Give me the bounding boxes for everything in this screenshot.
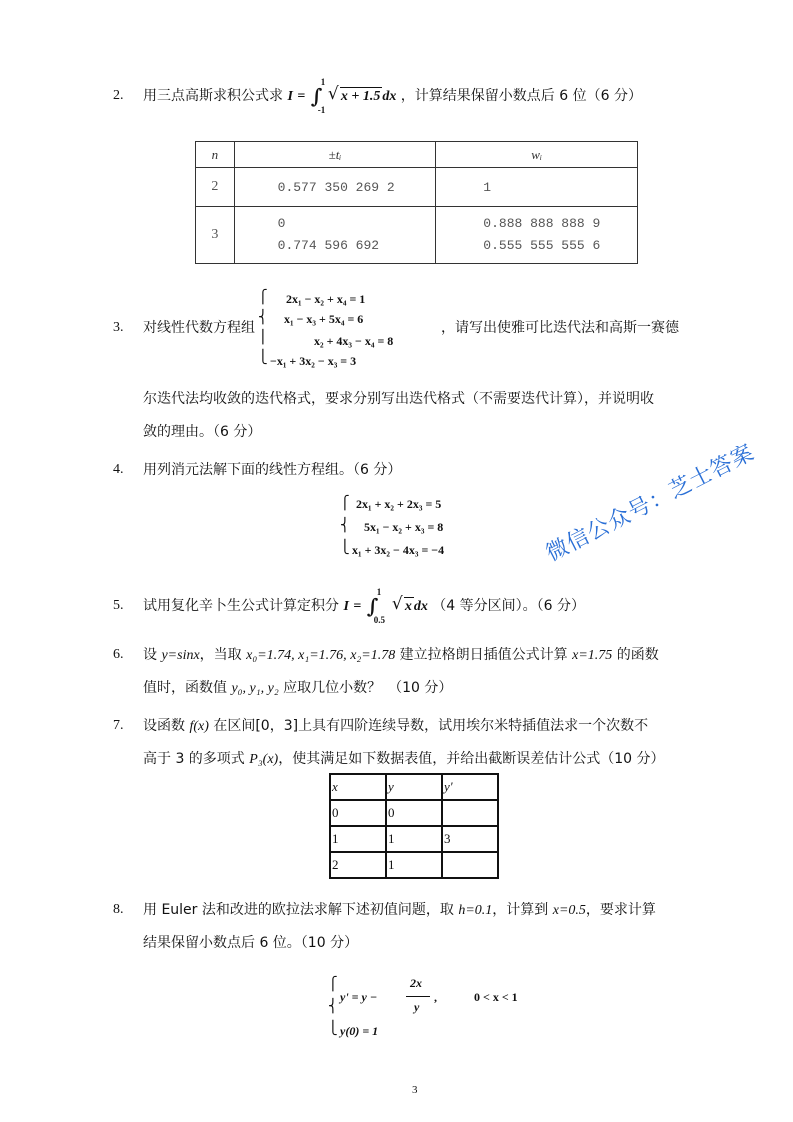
initial-condition: y(0) = 1 — [340, 1024, 379, 1038]
cell-n: 2 — [196, 168, 235, 207]
integral-variable: I — [343, 599, 349, 614]
function-values: y₀, y₁, y₂ — [231, 681, 279, 696]
differential: dx — [382, 89, 397, 104]
node-x0: x₀=1.74, — [246, 648, 299, 663]
ode-domain: 0 < x < 1 — [474, 990, 518, 1004]
question-6 — [113, 645, 753, 699]
table-header-row — [330, 774, 498, 800]
cell-w-line: 0.888 888 888 9 — [483, 216, 601, 231]
integral-variable: I — [287, 89, 293, 104]
sqrt-integrand: x — [404, 599, 412, 614]
cell-w-line: 0.555 555 555 6 — [483, 238, 601, 253]
equation-row: x₁ + 3x₂ − 4x₃ = −4 — [352, 543, 445, 557]
fraction-numerator: 2x — [410, 976, 422, 990]
upper-limit: 1 — [320, 77, 326, 87]
question-number: 8. — [113, 902, 124, 917]
question-text: 试用复化辛卜生公式计算定积分 — [143, 598, 339, 614]
sqrt-wrapper — [327, 84, 382, 106]
question-number: 5. — [113, 598, 124, 613]
table-row — [196, 207, 638, 264]
cell — [442, 852, 498, 878]
question-text: 建立拉格朗日插值公式计算 — [395, 647, 573, 663]
table-header-row — [196, 142, 638, 168]
watermark: 微信公众号：芝士答案 — [542, 440, 759, 567]
question-text: 敛的理由。（6 分） — [143, 424, 262, 440]
table-row — [196, 168, 638, 207]
question-text: 用列消元法解下面的线性方程组。（6 分） — [143, 462, 402, 478]
upper-limit: 1 — [376, 587, 382, 597]
gauss-nodes-table — [195, 141, 638, 264]
fraction-bar — [406, 996, 430, 997]
equation-system-q3 — [258, 290, 438, 372]
question-text: ，使其满足如下数据表值，并给出截断误差估计公式（10 分） — [278, 751, 665, 767]
sqrt-icon: √ — [391, 594, 403, 614]
sqrt-integrand: x + 1.5 — [340, 89, 381, 104]
question-text: 用三点高斯求积公式求 — [143, 88, 283, 104]
equals-sign: = — [353, 599, 362, 614]
question-text: ，计算到 — [492, 902, 553, 918]
node-x1: x₁=1.76, — [298, 648, 351, 663]
equation-row: 2x₁ − x₂ + x₄ = 1 — [286, 292, 366, 306]
cell: 3 — [442, 826, 498, 852]
question-number: 6. — [113, 647, 124, 662]
equals-sign: = — [297, 89, 306, 104]
lower-limit: -1 — [317, 105, 326, 115]
question-3-continued — [113, 389, 753, 442]
cell: 0 — [330, 800, 386, 826]
header-w: wᵢ — [436, 142, 638, 168]
equation-row: 5x₁ − x₂ + x₃ = 8 — [364, 520, 444, 534]
header-n: n — [196, 142, 235, 168]
question-2 — [113, 77, 753, 115]
eval-point: x=1.75 — [572, 648, 613, 663]
header-y: y — [386, 774, 442, 800]
cell-t: 0.577 350 269 2 — [234, 168, 436, 207]
cell-t-line: 0.774 596 692 — [277, 238, 380, 253]
function-expression: y=sinx — [161, 648, 200, 663]
integral-sign — [366, 587, 386, 625]
sqrt-wrapper — [391, 594, 414, 616]
integral-sign — [310, 77, 326, 115]
end-point: x=0.5 — [552, 903, 586, 918]
equation-row: x₁ − x₃ + 5x₄ = 6 — [284, 312, 364, 326]
cell-t-line: 0 — [277, 216, 286, 231]
table-row — [330, 852, 498, 878]
question-number: 4. — [113, 462, 124, 477]
question-number: 2. — [113, 88, 124, 103]
cell — [442, 800, 498, 826]
cell: 1 — [330, 826, 386, 852]
function-name: f(x) — [189, 719, 209, 734]
header-t: ±tᵢ — [234, 142, 436, 168]
question-text: 值时，函数值 — [143, 680, 232, 696]
question-text: 尔迭代法均收敛的迭代格式，要求分别写出迭代格式（不需要迭代计算），并说明收 — [143, 391, 654, 407]
sqrt-icon: √ — [327, 84, 339, 104]
page-number: 3 — [412, 1084, 418, 1096]
question-4 — [113, 460, 753, 480]
equation-row: 2x₁ + x₂ + 2x₃ = 5 — [356, 497, 442, 511]
question-7 — [113, 716, 753, 770]
table-row — [330, 826, 498, 852]
question-text: 应取几位小数？ （10 分） — [278, 680, 453, 696]
question-text: 结果保留小数点后 6 位。（10 分） — [143, 935, 359, 951]
question-text-suffix: （4 等分区间）。（6 分） — [432, 598, 586, 614]
integral-glyph: ∫ — [366, 594, 379, 618]
question-text-suffix: ，请写出使雅可比迭代法和高斯一赛德 — [441, 320, 679, 336]
left-brace: ⎧ ⎨ ⎩ — [328, 977, 338, 1036]
ode-system — [328, 972, 558, 1044]
question-text: 设函数 — [143, 718, 190, 734]
question-8 — [113, 900, 753, 953]
cell-t — [234, 207, 436, 264]
question-text: 设 — [143, 647, 162, 663]
question-number: 7. — [113, 718, 124, 733]
equation-row: −x₁ + 3x₂ − x₃ = 3 — [270, 354, 357, 368]
question-number: 3. — [113, 320, 124, 335]
cell: 2 — [330, 852, 386, 878]
question-text: 高于 3 的多项式 — [143, 751, 250, 767]
question-text: 的函数 — [612, 647, 659, 663]
question-text: ，当取 — [199, 647, 247, 663]
left-brace: ⎧ ⎨ ⎪ ⎩ — [258, 290, 268, 365]
header-y-prime: y' — [442, 774, 498, 800]
hermite-data-table — [329, 773, 499, 879]
header-x: x — [330, 774, 386, 800]
question-text: 在区间[0，3]上具有四阶连续导数，试用埃尔米特插值法求一个次数不 — [208, 718, 649, 734]
left-brace: ⎧ ⎨ ⎩ — [340, 496, 350, 555]
cell-w — [436, 207, 638, 264]
question-text: 对线性代数方程组 — [143, 320, 255, 336]
step-size: h=0.1 — [458, 903, 493, 918]
equation-row: x₂ + 4x₃ − x₄ = 8 — [314, 334, 394, 348]
question-5 — [113, 587, 753, 625]
lower-limit: 0.5 — [373, 615, 386, 625]
polynomial-name: P₃(x) — [249, 752, 279, 767]
integral-glyph: ∫ — [310, 84, 323, 108]
cell: 1 — [386, 852, 442, 878]
equation-system-q4 — [340, 495, 490, 567]
node-x2: x₂=1.78 — [350, 648, 396, 663]
question-text: ，要求计算 — [585, 902, 656, 918]
cell: 1 — [386, 826, 442, 852]
fraction-denominator: y — [414, 1000, 420, 1014]
comma: , — [434, 990, 437, 1004]
cell-w: 1 — [436, 168, 638, 207]
question-text-suffix: ，计算结果保留小数点后 6 位（6 分） — [400, 88, 642, 104]
table-row — [330, 800, 498, 826]
question-text: 用 Euler 法和改进的欧拉法求解下述初值问题，取 — [143, 902, 459, 918]
differential: dx — [413, 599, 428, 614]
cell-n: 3 — [196, 207, 235, 264]
cell: 0 — [386, 800, 442, 826]
ode-lhs: y' = y − — [340, 990, 378, 1004]
